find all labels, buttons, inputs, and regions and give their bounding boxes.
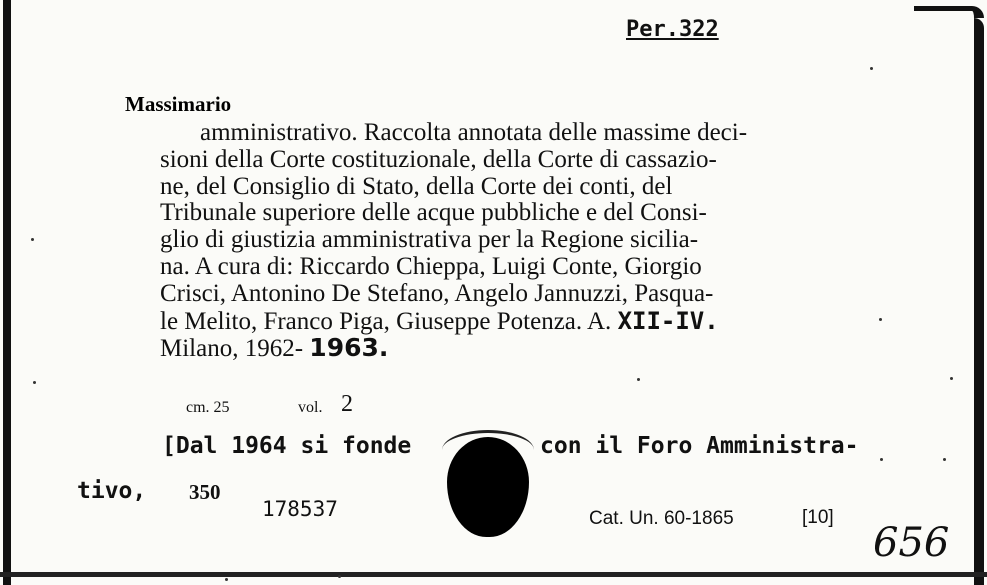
scan-speck — [879, 318, 882, 321]
scan-speck — [33, 381, 36, 384]
handwritten-number: 656 — [873, 520, 950, 566]
description-line: Crisci, Antonino De Stefano, Angelo Jannuzzi, Pasqua- — [160, 279, 714, 307]
description-line — [160, 308, 860, 336]
volume-label: vol. — [298, 399, 323, 416]
scan-speck — [338, 575, 341, 578]
scan-speck — [31, 238, 34, 241]
number-350: 350 — [189, 480, 221, 504]
description-line: na. A cura di: Riccardo Chieppa, Luigi Conte, Giorgio — [160, 252, 702, 280]
scan-speck — [943, 458, 946, 461]
entry-description — [160, 120, 860, 363]
description-line: Tribunale superiore delle acque pubbliche e del Consi- — [160, 199, 707, 227]
description-line: glio di giustizia amministrativa per la Regione sicilia- — [160, 226, 699, 254]
note-text-end: tivo, — [77, 478, 147, 504]
punch-hole — [447, 437, 529, 537]
card-bottom-edge — [0, 572, 987, 577]
scan-speck — [637, 378, 640, 381]
description-line: sioni della Corte costituzionale, della Corte di cassazio- — [160, 145, 717, 173]
description-line: ne, del Consiglio di Stato, della Corte dei conti, del — [160, 172, 673, 200]
entry-heading: Massimario — [125, 92, 232, 116]
note-text-middle: con il Foro Amministra- — [540, 433, 859, 459]
responsibility-end: le Melito, Franco Piga, Giuseppe Potenza. A. — [160, 307, 612, 335]
imprint-line — [160, 335, 860, 363]
note-text-start: [Dal 1964 si fonde — [162, 433, 412, 459]
volume-count: 2 — [341, 391, 353, 417]
scan-speck — [880, 458, 883, 461]
imprint-year-typed: 1963. — [309, 333, 389, 363]
imprint: Milano, 1962- — [160, 335, 304, 363]
card-right-edge — [974, 18, 984, 585]
scan-speck — [870, 67, 873, 70]
volumes-typed: XII-IV. — [617, 306, 719, 335]
catalog-reference: Cat. Un. 60-1865 — [589, 508, 734, 529]
card-top-right-corner — [914, 6, 984, 18]
size-label: cm. 25 — [186, 399, 230, 416]
scan-speck — [950, 377, 953, 380]
catalog-count: [10] — [802, 507, 834, 528]
accession-number: 178537 — [262, 497, 338, 521]
description-line: amministrativo. Raccolta annotata delle massime deci- — [200, 119, 748, 146]
shelfmark: Per.322 — [626, 17, 719, 42]
card-left-edge — [3, 0, 11, 585]
scan-speck — [225, 578, 228, 581]
